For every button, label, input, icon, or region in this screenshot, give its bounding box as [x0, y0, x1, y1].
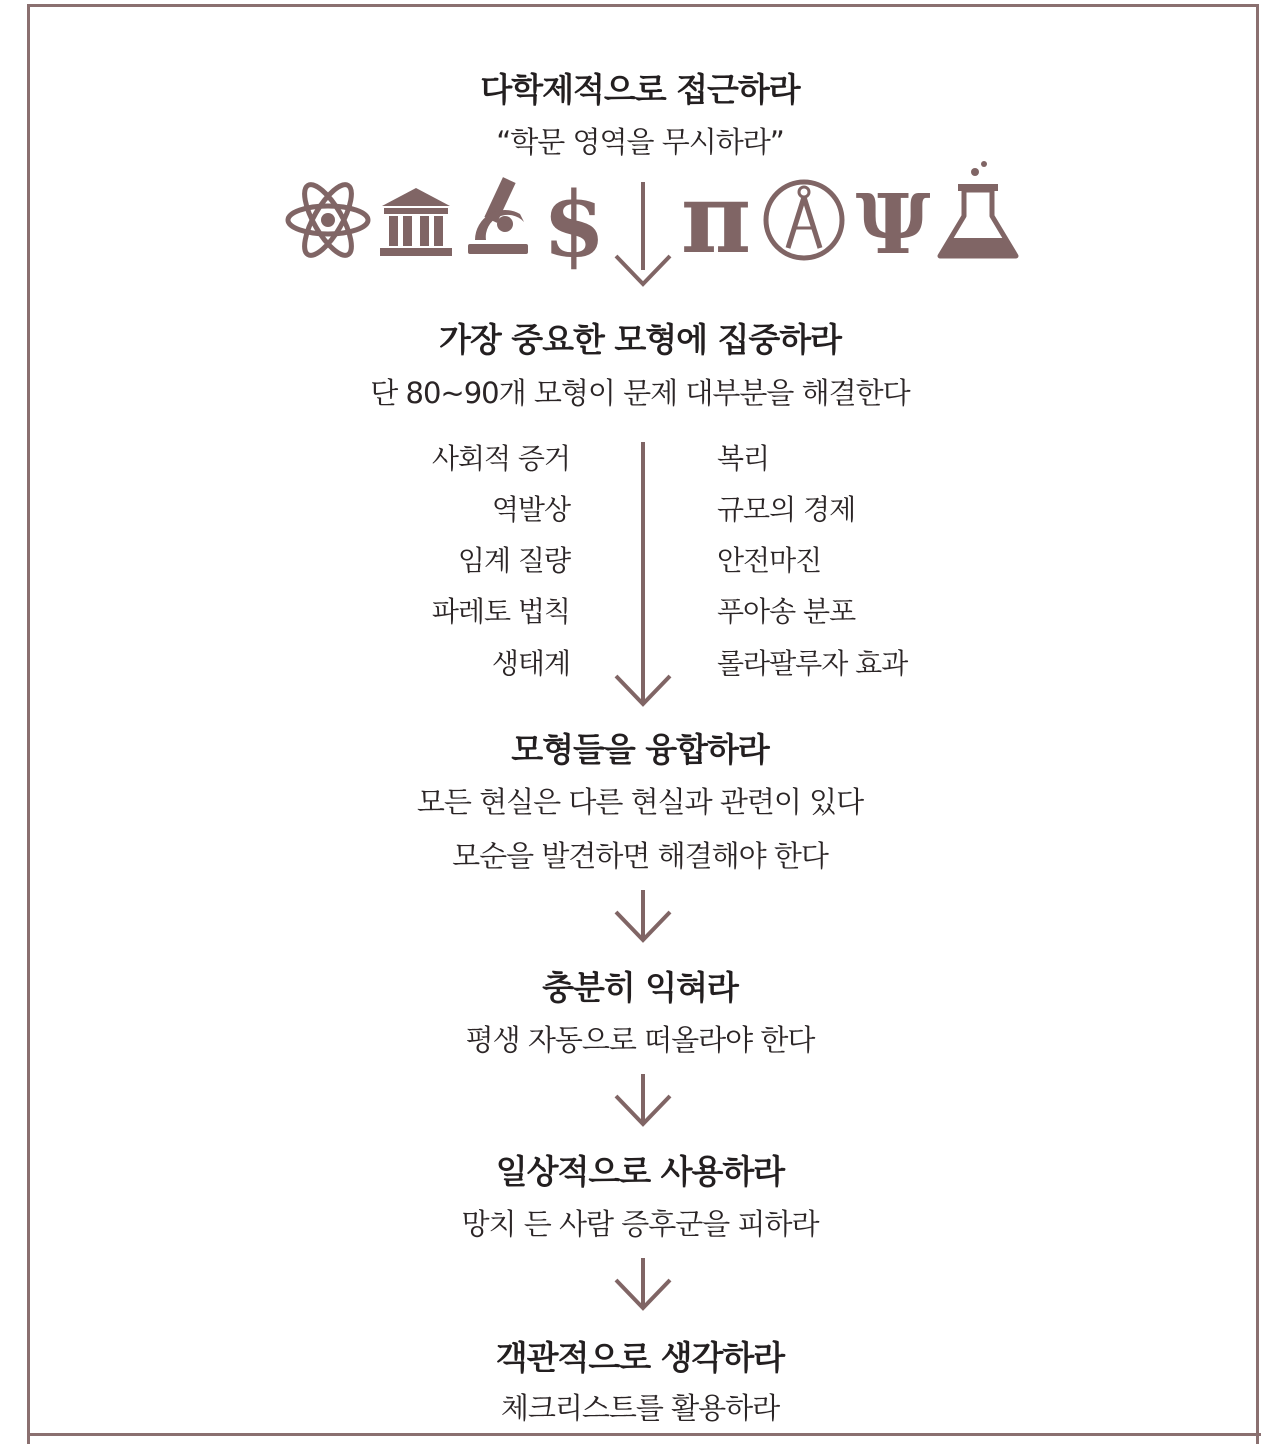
step-4-subtitle: 평생 자동으로 떠올라야 한다 [465, 1023, 815, 1057]
model-right-2: 규모의 경제 [717, 493, 856, 526]
step-2-subtitle: 단 80~90개 모형이 문제 대부분을 해결한다 [370, 376, 910, 410]
step-3-subtitle-2: 모순을 발견하면 해결해야 한다 [452, 839, 828, 873]
arrow-1 [0, 240, 1280, 290]
model-left-2: 역발상 [491, 493, 570, 526]
model-right-4: 푸아송 분포 [717, 595, 856, 628]
step-5-title: 일상적으로 사용하라 [495, 1152, 785, 1191]
model-left-3: 임계 질량 [457, 544, 570, 577]
model-right-1: 복리 [717, 442, 770, 475]
model-right-3: 안전마진 [717, 544, 822, 577]
step-4-title: 충분히 익혀라 [542, 968, 738, 1007]
step-6-subtitle: 체크리스트를 활용하라 [500, 1391, 780, 1425]
model-left-4: 파레토 법칙 [431, 595, 570, 628]
step-1-subtitle: “학문 영역을 무시하라” [496, 125, 784, 159]
step-1-title: 다학제적으로 접근하라 [480, 70, 800, 109]
arrow-3 [0, 888, 1280, 944]
step-5-subtitle: 망치 든 사람 증후군을 피하라 [461, 1207, 819, 1241]
step-6-title: 객관적으로 생각하라 [495, 1338, 785, 1377]
arrow-2 [0, 440, 1280, 710]
psi-icon: Ψ [855, 177, 931, 270]
step-3-subtitle: 모든 현실은 다른 현실과 관련이 있다 [416, 785, 864, 819]
frame-bottom-border [27, 1433, 1261, 1436]
pi-icon: π [680, 162, 752, 270]
step-3-title: 모형들을 융합하라 [511, 730, 769, 769]
model-left-5: 생태계 [491, 647, 570, 680]
step-2-title: 가장 중요한 모형에 집중하라 [438, 320, 841, 359]
model-right-5: 롤라팔루자 효과 [717, 647, 908, 680]
model-left-1: 사회적 증거 [431, 442, 570, 475]
dollar-icon: $ [542, 172, 606, 270]
arrow-5 [0, 1256, 1280, 1312]
arrow-4 [0, 1072, 1280, 1128]
